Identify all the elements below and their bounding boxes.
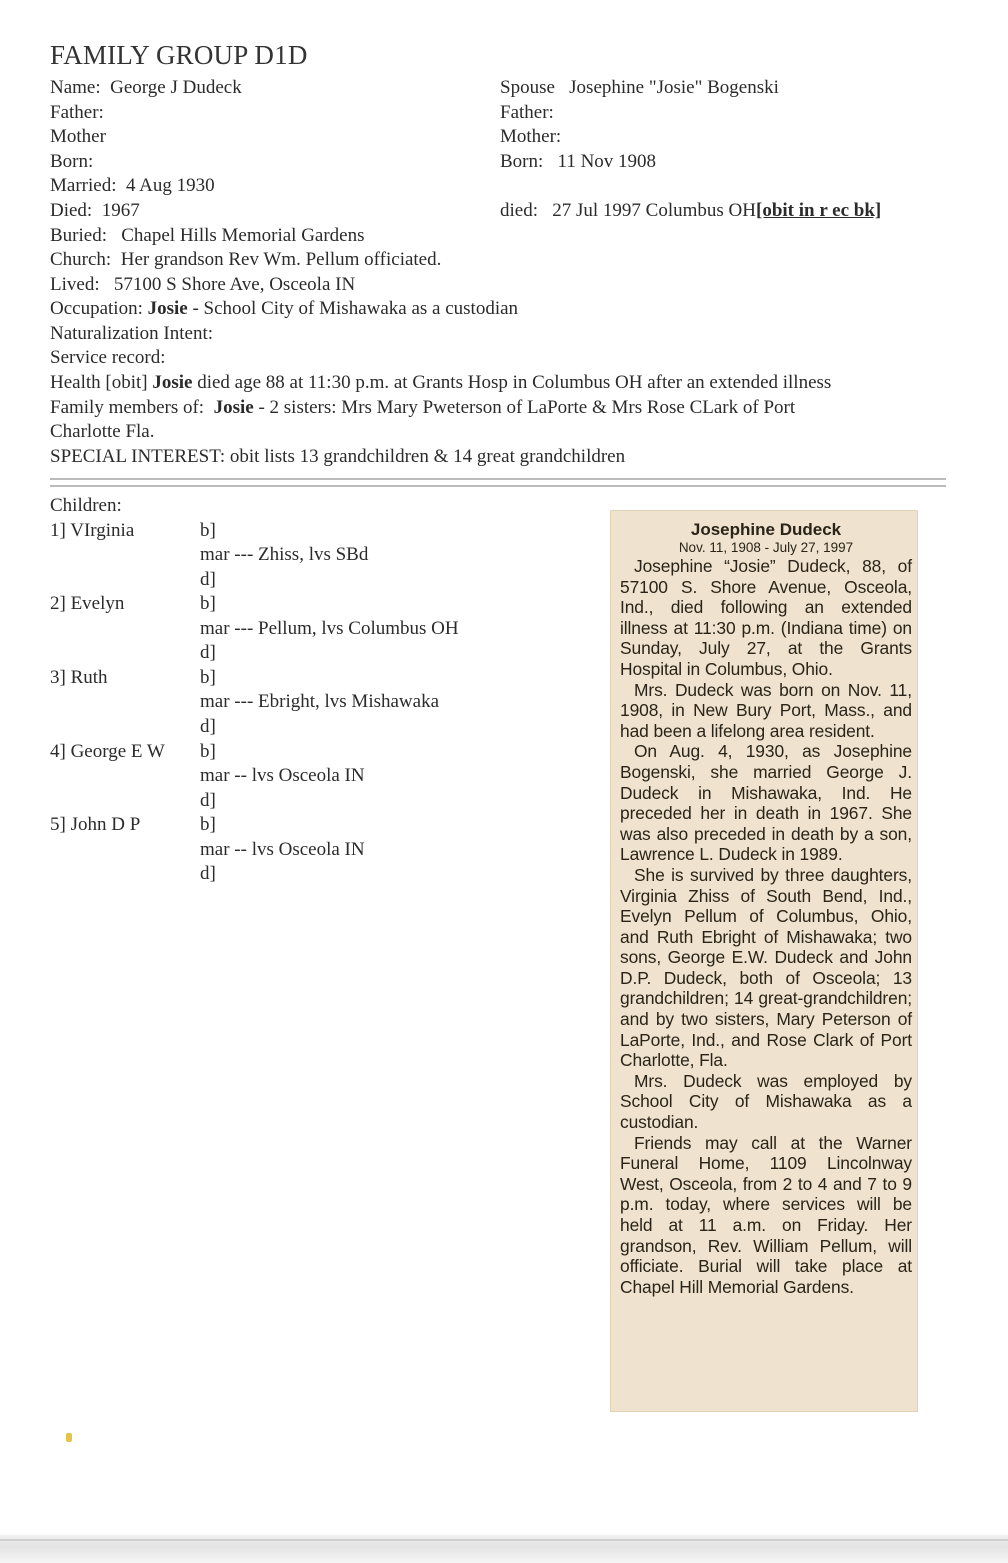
buried-label: Buried: bbox=[50, 225, 107, 246]
born-label: Born: bbox=[50, 151, 94, 172]
lived-row bbox=[50, 273, 355, 297]
obituary-clipping bbox=[610, 510, 918, 1412]
obituary-headline: Josephine Dudeck bbox=[690, 520, 842, 539]
obituary-paragraph: Friends may call at the Warner Funeral Home, 1109 Lincolnway West, Osceola, from 2 to 4 and 7 to 9 p.m. today, where services will be held at 11 a.m. on Friday. Her grandson, Rev. William Pellum, will officiate. Burial will take place at Chapel Hill Memorial Gardens. bbox=[620, 1132, 912, 1297]
name-label: Name: bbox=[50, 77, 101, 98]
family-line1: - 2 sisters: Mrs Mary Pweterson of LaPorte & Mrs Rose CLark of Port bbox=[258, 397, 796, 418]
died-value: 1967 bbox=[101, 200, 140, 221]
service-label: Service record: bbox=[50, 347, 166, 368]
health-value: died age 88 at 11:30 p.m. at Grants Hosp in Columbus OH after an extended illness bbox=[197, 372, 832, 393]
obituary-paragraph: Josephine “Josie” Dudeck, 88, of 57100 S. Shore Avenue, Osceola, Ind., died following an extended illness at 11:30 p.m. (Indiana time) on Sunday, July 27, at the Grants Hospital in Columbus, Ohio. bbox=[620, 556, 912, 679]
family-label: Family members of: bbox=[50, 397, 205, 418]
spouse-value: Josephine "Josie" Bogenski bbox=[569, 77, 779, 98]
church-row bbox=[50, 248, 441, 272]
family-line2: Charlotte Fla. bbox=[50, 421, 155, 442]
health-name: Josie bbox=[152, 372, 193, 393]
child-married: mar --- Pellum, lvs Columbus OH bbox=[200, 618, 459, 639]
child-died: d] bbox=[200, 790, 216, 811]
special-interest: SPECIAL INTEREST: obit lists 13 grandchildren & 14 great grandchildren bbox=[50, 446, 626, 467]
spouse-died-row bbox=[500, 199, 881, 223]
family-row bbox=[50, 396, 795, 420]
married-label: Married: bbox=[50, 175, 117, 196]
occupation-name: Josie bbox=[147, 298, 188, 319]
children-heading: Children: bbox=[50, 495, 122, 516]
child-name: 5] John D P bbox=[50, 814, 141, 835]
occupation-row bbox=[50, 297, 518, 321]
lived-label: Lived: bbox=[50, 274, 100, 295]
child-married: mar --- Zhiss, lvs SBd bbox=[200, 544, 369, 565]
spouse-row bbox=[500, 76, 779, 100]
obit-reference: [obit in r ec bk] bbox=[756, 200, 882, 221]
child-died: d] bbox=[200, 569, 216, 590]
child-died: d] bbox=[200, 716, 216, 737]
spouse-born-row bbox=[500, 150, 656, 174]
spouse-died-value: 27 Jul 1997 Columbus OH bbox=[552, 200, 756, 221]
church-value: Her grandson Rev Wm. Pellum officiated. bbox=[120, 249, 442, 270]
occupation-value: - School City of Mishawaka as a custodian bbox=[192, 298, 519, 319]
child-married: mar -- lvs Osceola IN bbox=[200, 839, 365, 860]
spouse-born-label: Born: bbox=[500, 151, 544, 172]
child-name: 3] Ruth bbox=[50, 667, 108, 688]
married-value: 4 Aug 1930 bbox=[125, 175, 215, 196]
buried-row bbox=[50, 224, 365, 248]
died-label: Died: bbox=[50, 200, 93, 221]
name-value: George J Dudeck bbox=[110, 77, 242, 98]
child-born: b] bbox=[200, 741, 216, 762]
child-born: b] bbox=[200, 814, 216, 835]
double-separator bbox=[50, 478, 946, 487]
spouse-died-label: died: bbox=[500, 200, 538, 221]
obituary-body bbox=[620, 520, 912, 1297]
spouse-father-label: Father: bbox=[500, 102, 554, 123]
page-title: FAMILY GROUP D1D bbox=[50, 40, 308, 70]
child-died: d] bbox=[200, 863, 216, 884]
child-married: mar --- Ebright, lvs Mishawaka bbox=[200, 691, 440, 712]
health-row bbox=[50, 371, 831, 395]
father-label: Father: bbox=[50, 102, 104, 123]
mother-label: Mother bbox=[50, 126, 106, 147]
buried-value: Chapel Hills Memorial Gardens bbox=[121, 225, 365, 246]
lived-value: 57100 S Shore Ave, Osceola IN bbox=[113, 274, 356, 295]
obituary-paragraph: She is survived by three daughters, Virginia Zhiss of South Bend, Ind., Evelyn Pellum of Columbus, Ohio, and Ruth Ebright of Mishawaka; two sons, George E.W. Dudeck and John D.P. Dudeck, both of Osceola; 13 grandchildren; 14 great-grandchildren; and by two sisters, Mary Peterson of LaPorte, Ind., and Rose Clark of Port Charlotte, Fla. bbox=[620, 864, 912, 1071]
obituary-paragraph: Mrs. Dudeck was born on Nov. 11, 1908, in New Bury Port, Mass., and had been a lifelong area resident. bbox=[620, 679, 912, 741]
paper-speck bbox=[66, 1433, 72, 1442]
spouse-born-value: 11 Nov 1908 bbox=[557, 151, 657, 172]
family-name: Josie bbox=[213, 397, 254, 418]
obituary-paragraph: On Aug. 4, 1930, as Josephine Bogenski, she married George J. Dudeck in Mishawaka, Ind. He preceded her in death in 1967. She was also preceded in death by a son, Lawrence L. Dudeck in 1989. bbox=[620, 741, 912, 865]
health-label: Health [obit] bbox=[50, 372, 148, 393]
child-died: d] bbox=[200, 642, 216, 663]
occupation-label: Occupation: bbox=[50, 298, 143, 319]
child-born: b] bbox=[200, 520, 216, 541]
naturalization-label: Naturalization Intent: bbox=[50, 323, 214, 344]
child-married: mar -- lvs Osceola IN bbox=[200, 765, 365, 786]
married-row bbox=[50, 174, 215, 198]
obituary-paragraph: Mrs. Dudeck was employed by School City of Mishawaka as a custodian. bbox=[620, 1070, 912, 1133]
child-name: 2] Evelyn bbox=[50, 593, 125, 614]
child-born: b] bbox=[200, 593, 216, 614]
died-row bbox=[50, 199, 140, 223]
church-label: Church: bbox=[50, 249, 112, 270]
obituary-dates: Nov. 11, 1908 - July 27, 1997 bbox=[678, 540, 854, 555]
child-born: b] bbox=[200, 667, 216, 688]
spouse-label: Spouse bbox=[500, 77, 555, 98]
scanner-edge bbox=[0, 1535, 1008, 1563]
name-row bbox=[50, 76, 242, 100]
child-name: 4] George E W bbox=[50, 741, 165, 762]
child-name: 1] VIrginia bbox=[50, 520, 135, 541]
spouse-mother-label: Mother: bbox=[500, 126, 562, 147]
